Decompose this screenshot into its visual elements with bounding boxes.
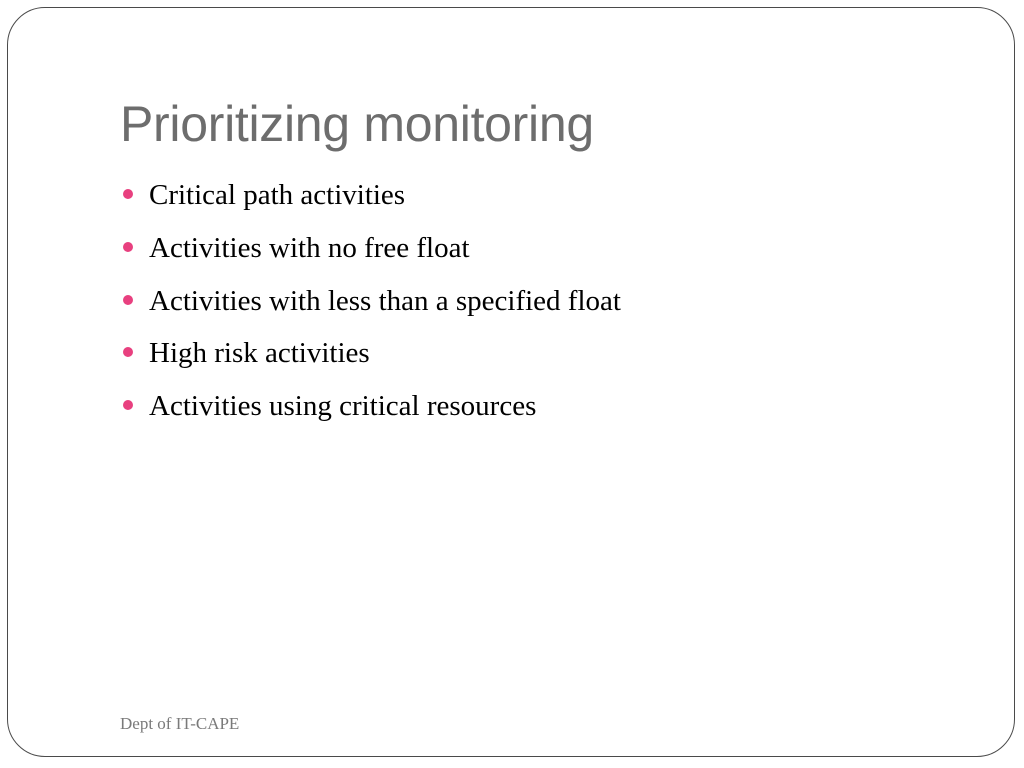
- bullet-item: [120, 227, 621, 280]
- slide-footer: Dept of IT-CAPE: [120, 714, 240, 733]
- bullet-item: [120, 174, 621, 227]
- bullet-list: [120, 174, 621, 438]
- bullet-text: Critical path activities: [149, 179, 406, 211]
- bullet-dot-icon: [123, 295, 133, 305]
- slide-title: Prioritizing monitoring: [120, 96, 594, 152]
- bullet-text: High risk activities: [149, 337, 370, 370]
- bullet-dot-icon: [123, 347, 133, 357]
- bullet-text: Activities using critical resources: [149, 390, 537, 423]
- bullet-text: Activities with no free float: [149, 231, 470, 264]
- bullet-dot-icon: [123, 400, 133, 410]
- bullet-item: [120, 332, 621, 385]
- bullet-item: [120, 280, 621, 333]
- bullet-dot-icon: [123, 242, 133, 252]
- bullet-dot-icon: [123, 189, 133, 199]
- bullet-text: Activities with less than a specified float: [149, 284, 621, 317]
- bullet-item: [120, 385, 621, 438]
- slide: [7, 7, 1015, 757]
